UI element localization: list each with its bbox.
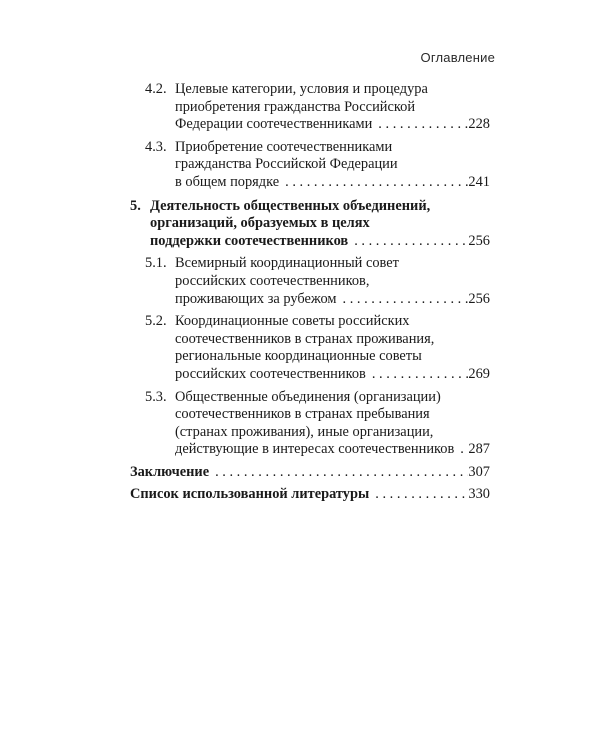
toc-entry-title-line: Общественные объединения (организации) — [175, 388, 441, 405]
table-of-contents — [130, 81, 490, 509]
dot-leader — [366, 366, 469, 384]
toc-conclusion-title: Заключение — [130, 463, 210, 480]
toc-entry-5-3[interactable] — [130, 389, 490, 459]
toc-entry-5-1[interactable] — [130, 255, 490, 308]
toc-entry-title-line: Всемирный координационный совет — [175, 255, 399, 272]
dot-leader — [279, 174, 468, 192]
toc-entry-title-line: соотечественников в странах проживания, — [175, 330, 435, 347]
toc-entry-title-line: региональные координационные советы — [175, 348, 422, 365]
toc-page-number: 241 — [468, 173, 490, 190]
toc-entry-5-2[interactable] — [130, 313, 490, 383]
dot-leader — [209, 464, 468, 482]
toc-entry-title-line: (странах проживания), иные организации, — [175, 423, 434, 440]
toc-page-number: 256 — [468, 290, 490, 307]
toc-entry-number: 5.1. — [145, 255, 167, 272]
toc-entry-title-line: проживающих за рубежом — [175, 290, 337, 307]
toc-page-number: 307 — [468, 463, 490, 480]
toc-chapter-5[interactable] — [130, 198, 490, 251]
toc-entry-title-line: действующие в интересах соотечественников — [175, 441, 455, 458]
dot-leader — [454, 441, 468, 459]
toc-chapter-number: 5. — [130, 197, 141, 214]
toc-entry-title-line: соотечественников в странах пребывания — [175, 406, 430, 423]
toc-entry-number: 5.3. — [145, 388, 167, 405]
toc-entry-number: 4.2. — [145, 81, 167, 97]
toc-entry-title-line: российских соотечественников, — [175, 272, 370, 289]
toc-page-number: 228 — [468, 116, 490, 133]
toc-entry-4-3[interactable] — [130, 139, 490, 192]
dot-leader — [337, 291, 469, 309]
toc-conclusion[interactable] — [130, 464, 490, 482]
toc-entry-title-line: Целевые категории, условия и процедура — [175, 81, 428, 97]
toc-chapter-title-line: Деятельность общественных объединений, — [150, 197, 431, 214]
toc-entry-title-line: Приобретение соотечественниками — [175, 138, 393, 155]
toc-page-number: 287 — [468, 441, 490, 458]
toc-bibliography-title: Список использованной литературы — [130, 486, 370, 503]
toc-entry-title-line: в общем порядке — [175, 173, 280, 190]
toc-page-number: 269 — [468, 365, 490, 382]
toc-entry-title-line: Координационные советы российских — [175, 313, 410, 330]
toc-entry-number: 5.2. — [145, 313, 167, 330]
toc-entry-title-line: Федерации соотечественниками — [175, 116, 373, 133]
dot-leader — [348, 233, 468, 251]
dot-leader — [369, 486, 468, 504]
toc-page-number: 256 — [468, 232, 490, 249]
toc-entry-title-line: приобретения гражданства Российской — [175, 98, 416, 115]
toc-bibliography[interactable] — [130, 486, 490, 504]
toc-entry-number: 4.3. — [145, 138, 167, 155]
running-head: Оглавление — [420, 50, 495, 65]
toc-entry-title-line: российских соотечественников — [175, 365, 366, 382]
toc-entry-title-line: гражданства Российской Федерации — [175, 156, 398, 173]
toc-chapter-title-line: поддержки соотечественников — [150, 232, 349, 249]
toc-chapter-title-line: организаций, образуемых в целях — [150, 215, 370, 232]
toc-entry-4-2[interactable] — [130, 81, 490, 134]
toc-page-number: 330 — [468, 486, 490, 503]
dot-leader — [372, 116, 468, 134]
